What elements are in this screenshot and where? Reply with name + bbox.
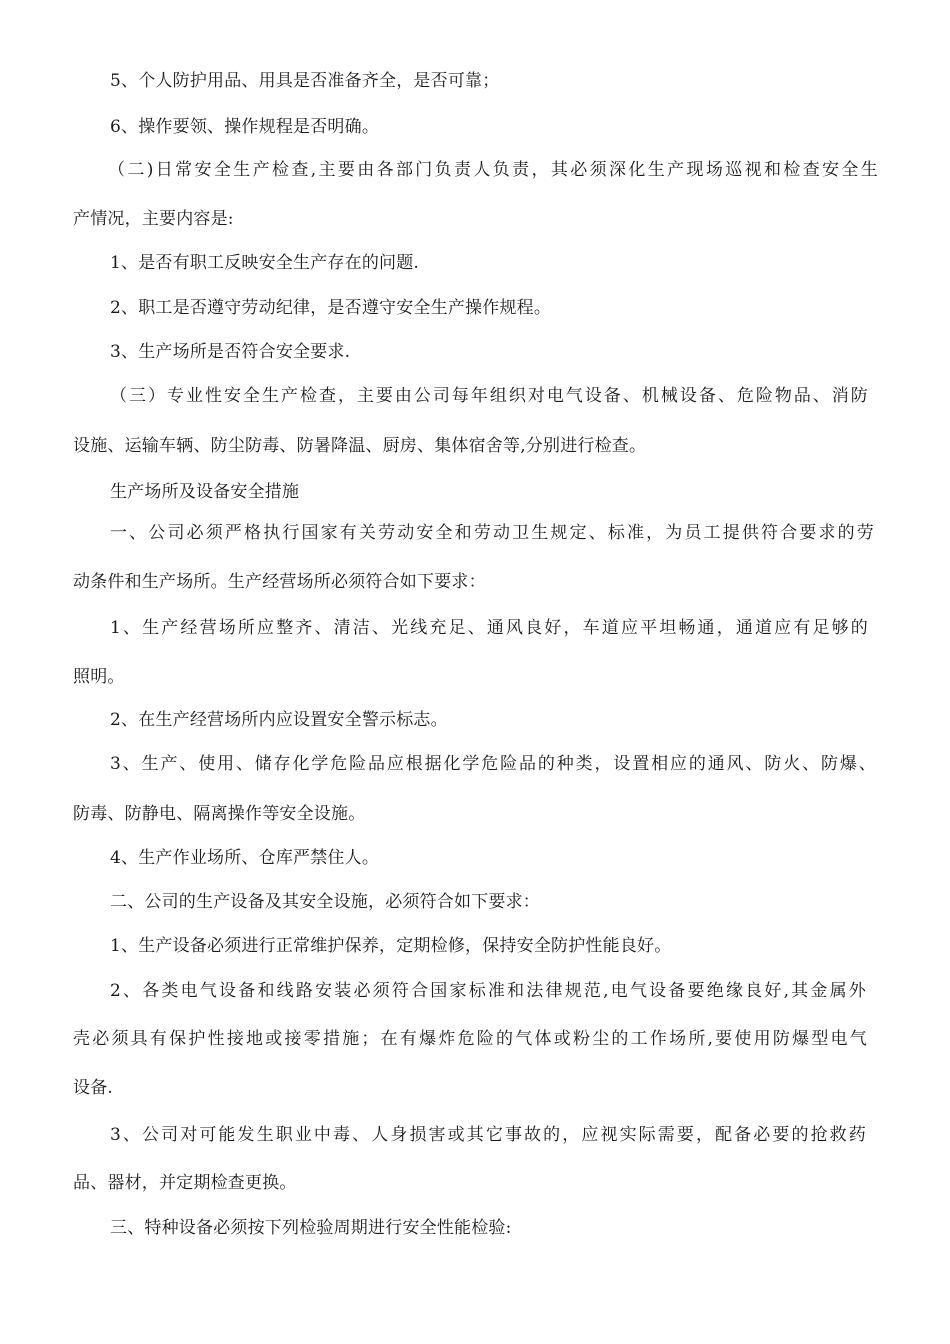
text-line: 3、生产、使用、储存化学危险品应根据化学危险品的种类，设置相应的通风、防火、防爆、 <box>110 754 876 774</box>
text-line: 3、生产场所是否符合安全要求. <box>110 342 351 362</box>
text-line: （二)日常安全生产检查,主要由各部门负责人负责，其必须深化生产现场巡视和检查安全生 <box>108 160 878 180</box>
text-line: 1、是否有职工反映安全生产存在的问题. <box>110 253 420 273</box>
text-line: 3、公司对可能发生职业中毒、人身损害或其它事故的，应视实际需要，配备必要的抢救药 <box>110 1125 866 1145</box>
text-line: 5、个人防护用品、用具是否准备齐全，是否可靠； <box>110 71 500 91</box>
text-line: 2、职工是否遵守劳动纪律，是否遵守安全生产操作规程。 <box>110 298 552 318</box>
text-line: 二、公司的生产设备及其安全设施，必须符合如下要求： <box>110 892 540 912</box>
text-line: 4、生产作业场所、仓库严禁住人。 <box>110 848 380 868</box>
text-line: 防毒、防静电、隔离操作等安全设施。 <box>73 804 366 824</box>
text-line: 6、操作要领、操作规程是否明确。 <box>110 117 380 137</box>
text-line: 2、各类电气设备和线路安装必须符合国家标准和法律规范,电气设备要绝缘良好,其金属外 <box>110 981 866 1001</box>
text-line: 品、器材，并定期检查更换。 <box>73 1173 297 1193</box>
text-line: 设施、运输车辆、防尘防毒、防暑降温、厨房、集体宿舍等,分别进行检查。 <box>73 436 647 456</box>
text-line: 动条件和生产场所。生产经营场所必须符合如下要求： <box>73 572 486 592</box>
text-line: 2、在生产经营场所内应设置安全警示标志。 <box>110 710 448 730</box>
text-line: 照明。 <box>73 667 125 687</box>
text-line: 三、特种设备必须按下列检验周期进行安全性能检验: <box>110 1218 512 1238</box>
text-line: 1、生产设备必须进行正常维护保养，定期检修，保持安全防护性能良好。 <box>110 936 672 956</box>
text-line: 设备. <box>73 1078 114 1098</box>
text-line: 1、生产经营场所应整齐、清洁、光线充足、通风良好，车道应平坦畅通，通道应有足够的 <box>110 618 868 638</box>
text-line: 产情况，主要内容是: <box>73 209 234 229</box>
text-line: 一、公司必须严格执行国家有关劳动安全和劳动卫生规定、标准，为员工提供符合要求的劳 <box>110 523 874 543</box>
text-line: （三）专业性安全生产检查，主要由公司每年组织对电气设备、机械设备、危险物品、消防 <box>110 386 868 406</box>
text-line: 壳必须具有保护性接地或接零措施；在有爆炸危险的气体或粉尘的工作场所,要使用防爆型电气 <box>73 1029 867 1049</box>
section-heading: 生产场所及设备安全措施 <box>110 482 300 502</box>
